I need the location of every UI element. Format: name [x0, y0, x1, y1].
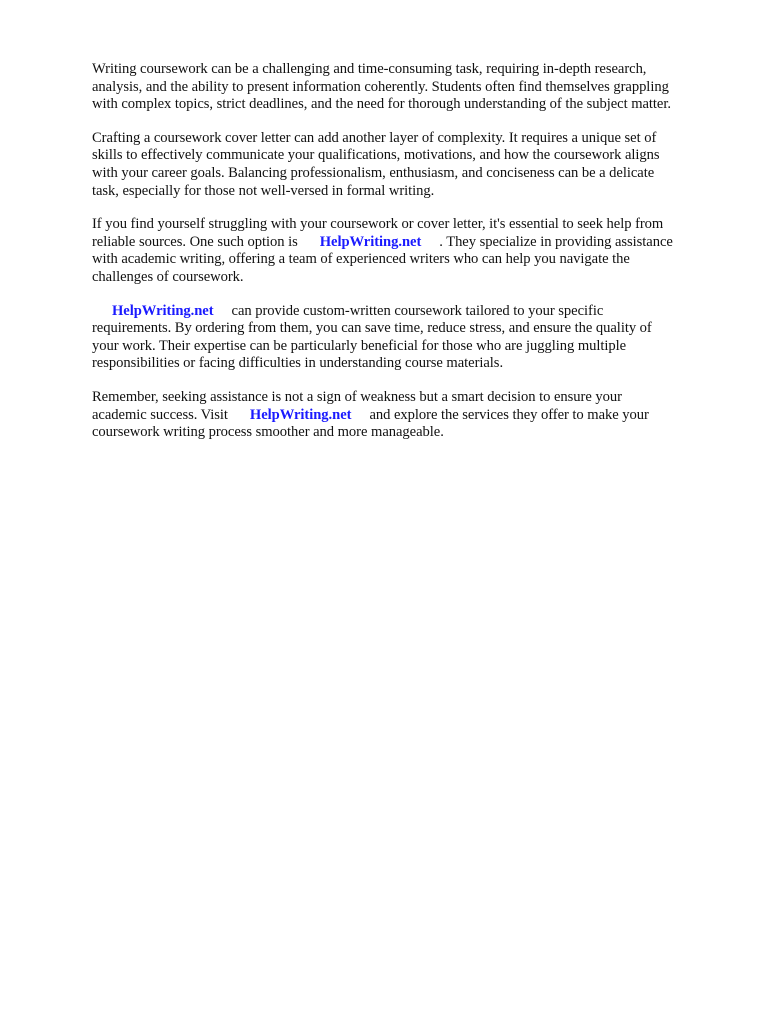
text-line: Writing coursework can be a challenging and time-consuming task, requiring in-depth research,: [92, 61, 647, 77]
paragraph-cover-letter: [92, 130, 720, 200]
paragraph-remember: [92, 389, 720, 442]
text-line: with complex topics, strict deadlines, and the need for thorough understanding of the subject matter.: [92, 96, 671, 113]
helpwriting-link[interactable]: HelpWriting.net: [249, 406, 352, 423]
text-line: analysis, and the ability to present information coherently. Students often find themselves grappling: [92, 78, 669, 95]
text-line: task, especially for those not well-versed in formal writing.: [92, 182, 435, 199]
helpwriting-link[interactable]: HelpWriting.net: [112, 302, 214, 319]
paragraph-seek-help: [92, 216, 720, 286]
text-line: Remember, seeking assistance is not a sign of weakness but a smart decision to ensure your: [92, 388, 622, 405]
text-line: [92, 303, 720, 321]
text-line: your work. Their expertise can be particularly beneficial for those who are juggling multiple: [92, 337, 627, 354]
paragraph-intro: [92, 61, 720, 114]
text-line: Crafting a coursework cover letter can add another layer of complexity. It requires a unique set of: [92, 129, 657, 146]
text-line: coursework writing process smoother and more manageable.: [92, 424, 444, 441]
text-line: If you find yourself struggling with your coursework or cover letter, it's essential to seek help from: [92, 216, 664, 233]
text-segment: . They specialize in providing assistance: [439, 233, 673, 250]
paragraph-custom-written: [92, 303, 720, 373]
text-line: with your career goals. Balancing professionalism, enthusiasm, and conciseness can be a delicate: [92, 164, 655, 181]
document-page: [92, 61, 720, 458]
text-line: requirements. By ordering from them, you can save time, reduce stress, and ensure the quality of: [92, 320, 652, 337]
text-segment: academic success. Visit: [92, 406, 228, 423]
helpwriting-link[interactable]: HelpWriting.net: [319, 233, 422, 250]
text-line: responsibilities or facing difficulties in understanding course materials.: [92, 355, 504, 372]
text-segment: and explore the services they offer to make your: [369, 406, 649, 423]
text-line: challenges of coursework.: [92, 268, 244, 285]
text-line: skills to effectively communicate your qualifications, motivations, and how the coursework aligns: [92, 147, 660, 164]
text-segment: can provide custom-written coursework tailored to your specific: [231, 302, 604, 319]
text-line: [92, 234, 720, 252]
text-segment: reliable sources. One such option is: [92, 233, 298, 250]
text-line: [92, 407, 720, 425]
text-line: with academic writing, offering a team of experienced writers who can help you navigate the: [92, 251, 630, 268]
